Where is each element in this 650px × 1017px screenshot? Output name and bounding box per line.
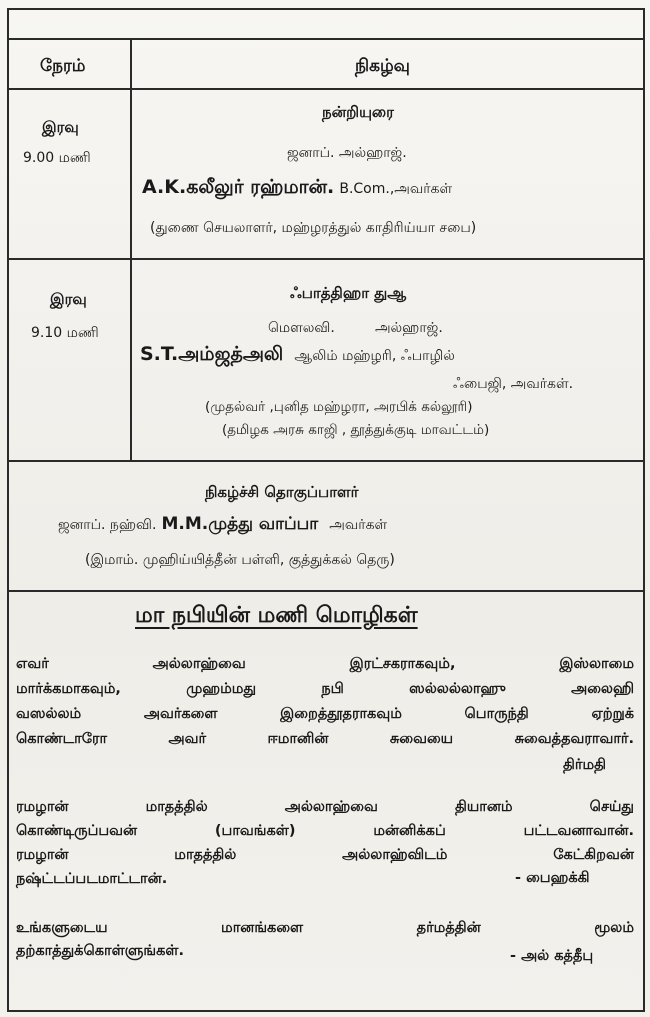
row2-event-title: ஃபாத்திஹா துஆ: [290, 284, 407, 302]
row1-time-value: 9.00 மணி: [23, 150, 91, 166]
saying-1-line: மார்க்கமாகவும், முஹம்மது நபி ஸல்லல்லாஹு அலைஹி: [16, 681, 634, 697]
saying-1-line: வஸல்லம் அவர்களை இறைத்தூதராகவும் பொருந்தி ஏற்றுக்: [16, 706, 634, 722]
row2-time-value: 9.10 மணி: [31, 325, 99, 341]
row1-designation: (துணை செயலாளர், மஹ்ழரத்துல் காதிரிய்யா சபை): [150, 220, 477, 236]
compere-speaker: [58, 514, 387, 536]
row2-name-suffix-2: ஃபைஜி, அவர்கள்.: [453, 376, 574, 392]
row2-honorific-1: மௌலவி.: [268, 320, 335, 336]
saying-3-line: உங்களுடைய மானங்களை தர்மத்தின் மூலம்: [16, 920, 634, 936]
column-divider: [130, 38, 132, 460]
row1-time-label: இரவு: [42, 118, 79, 136]
compere-designation: (இமாம். முஹிய்யித்தீன் பள்ளி, குத்துக்கல் தெரு): [85, 552, 395, 568]
saying-3-line: தற்காத்துக்கொள்ளுங்கள்.: [16, 943, 184, 959]
row1-honorific: ஜனாப். அல்ஹாஜ்.: [287, 145, 407, 161]
saying-1: [16, 652, 634, 752]
row2-name-suffix: ஆலிம் மஹ்ழரி, ஃபாழில்: [294, 348, 455, 364]
row1-speaker: [142, 176, 452, 201]
saying-3-source: - அல் கத்தீபு: [510, 948, 594, 964]
saying-2-source: - பைஹக்கி: [515, 870, 590, 886]
saying-2-line: நஷ்ட்டப்படமாட்டான்.: [16, 871, 168, 887]
sayings-title: மா நபியின் மணி மொழிகள்: [135, 603, 418, 628]
compere-honorific: ஜனாப். நஹ்வி.: [58, 517, 157, 533]
saying-1-source: திர்மதி: [563, 757, 607, 773]
row1-name: A.K.கலீலுர் ரஹ்மான்.: [142, 176, 335, 198]
row1-bottom-line: [7, 258, 645, 260]
compere-title: நிகழ்ச்சி தொகுப்பாளர்: [205, 483, 359, 501]
row1-name-suffix: B.Com.,அவர்கள்: [339, 181, 453, 197]
row2-name: S.T.அம்ஜத்அலி: [140, 343, 284, 365]
row2-speaker: [140, 343, 455, 368]
saying-2-line: கொண்டிருப்பவன் (பாவங்கள்) மன்னிக்கப் பட்டவனாவான்.: [16, 823, 634, 839]
header-event: நிகழ்வு: [355, 56, 410, 76]
saying-1-line: கொண்டாரோ அவர் ஈமானின் சுவையை சுவைத்தவராவார்.: [16, 731, 634, 747]
table-top-line: [7, 38, 645, 40]
row2-designation-2: (தமிழக அரசு காஜி , தூத்துக்குடி மாவட்டம்): [222, 422, 490, 438]
compere-name-suffix: அவர்கள்: [329, 517, 388, 533]
header-time: நேரம்: [40, 56, 86, 76]
header-bottom-line: [7, 88, 645, 90]
row2-designation-1: (முதல்வர் ,புனித மஹ்ழரா, அரபிக் கல்லூரி): [205, 399, 473, 415]
compere-name: M.M.முத்து வாப்பா: [161, 514, 319, 534]
row2-honorific-2: அல்ஹாஜ்.: [375, 320, 443, 336]
row1-event-title: நன்றியுரை: [322, 103, 394, 121]
compere-bottom-line: [7, 590, 645, 592]
saying-2-line: ரமழான் மாதத்தில் அல்லாஹ்வை தியானம் செய்து: [16, 799, 634, 815]
saying-1-line: எவர் அல்லாஹ்வை இரட்சகராகவும், இஸ்லாமை: [16, 656, 634, 672]
row2-time-label: இரவு: [50, 290, 87, 308]
saying-2-line: ரமழான் மாதத்தில் அல்லாஹ்விடம் கேட்கிறவன்: [16, 847, 634, 863]
row2-bottom-line: [7, 460, 645, 462]
